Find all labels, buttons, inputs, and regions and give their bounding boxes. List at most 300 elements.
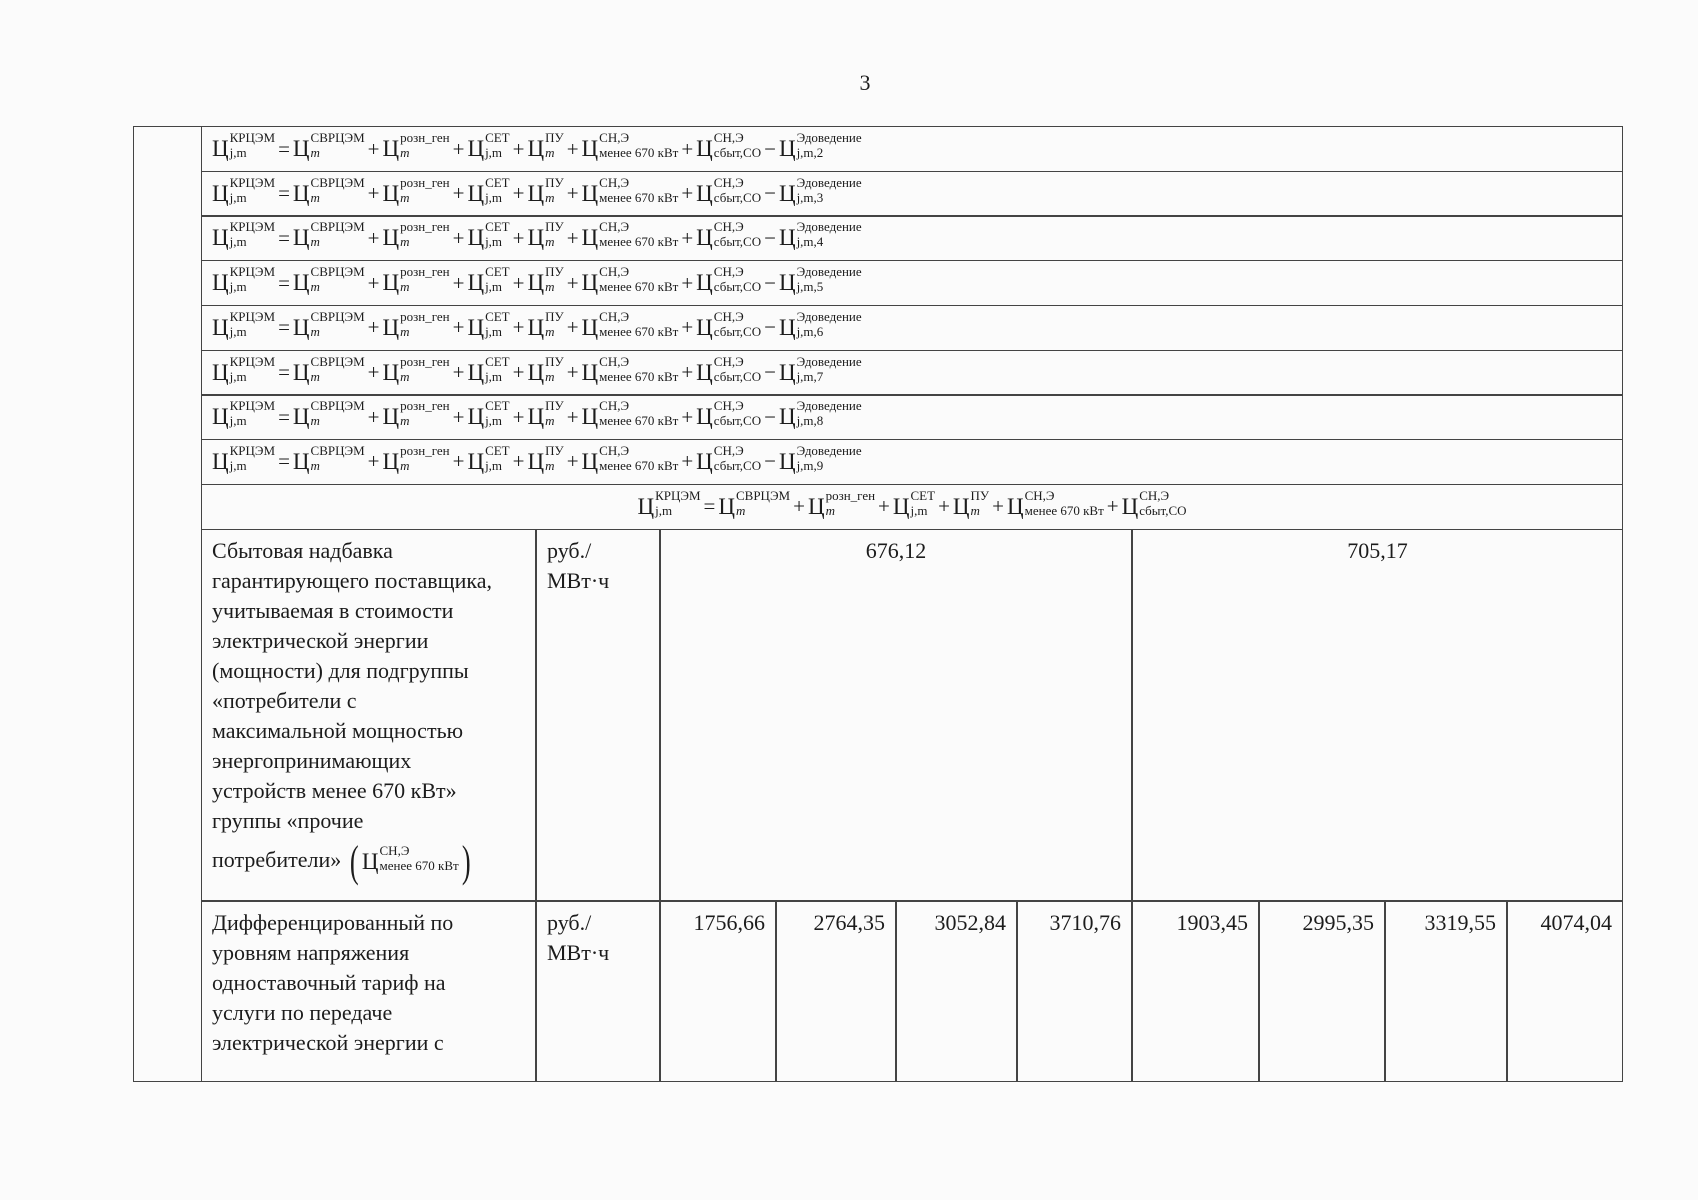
price-set-superscript: СЕТ — [485, 308, 510, 324]
price-set-subscript: j,m — [485, 457, 503, 473]
operator: + — [512, 315, 525, 340]
price-sn-under-670-subscript: менее 670 кВт — [1024, 502, 1104, 518]
price-sn-sbyt-base: Ц — [696, 180, 713, 206]
price-sn-under-670-subscript: менее 670 кВт — [379, 858, 459, 874]
price-crcem-base: Ц — [212, 359, 229, 385]
price-dovedenie-base: Ц — [778, 314, 796, 340]
operator: + — [992, 494, 1004, 519]
price-sn-sbyt — [696, 353, 762, 386]
price-pu-base: Ц — [527, 180, 545, 206]
price-svrcem-base: Ц — [292, 270, 310, 296]
price-rozn-gen-scripts — [400, 442, 450, 473]
price-svrcem-scripts — [310, 308, 365, 339]
price-pu-subscript: m — [545, 189, 555, 205]
operator: + — [452, 225, 465, 250]
price-set-scripts — [485, 264, 510, 295]
price-sn-sbyt-subscript: сбыт,СО — [713, 323, 762, 339]
price-set — [467, 442, 510, 475]
operator: + — [566, 270, 579, 295]
price-rozn-gen — [382, 174, 450, 207]
price-set — [892, 487, 936, 520]
price-svrcem-superscript: СВРЦЭМ — [310, 398, 365, 414]
price-pu-scripts — [970, 487, 990, 518]
price-sn-under-670-subscript: менее 670 кВт — [599, 368, 679, 384]
price-rozn-gen-subscript: m — [400, 279, 410, 295]
price-set-scripts — [485, 442, 510, 473]
price-svrcem-superscript: СВРЦЭМ — [310, 308, 365, 324]
price-svrcem-base: Ц — [292, 314, 310, 340]
price-sn-sbyt-subscript: сбыт,СО — [713, 413, 762, 429]
operator: = — [278, 270, 290, 295]
price-crcem-superscript: КРЦЭМ — [655, 487, 701, 503]
price-sn-sbyt-base: Ц — [696, 404, 713, 430]
price-dovedenie-superscript: Эдоведение — [796, 264, 862, 280]
price-crcem-scripts — [229, 308, 276, 339]
price-rozn-gen — [382, 264, 450, 296]
price-crcem — [212, 442, 276, 475]
price-crcem-superscript: КРЦЭМ — [229, 442, 276, 458]
price-sn-under-670-base: Ц — [581, 136, 599, 161]
tariff-value-cell — [1259, 901, 1385, 1082]
price-rozn-gen-superscript: розн_ген — [400, 353, 450, 369]
price-pu-base: Ц — [527, 225, 545, 251]
price-rozn-gen-base: Ц — [382, 404, 400, 430]
price-svrcem — [292, 353, 365, 386]
operator: + — [367, 404, 380, 429]
price-dovedenie-subscript: j,m,6 — [796, 323, 824, 339]
price-rozn-gen-superscript: розн_ген — [400, 219, 450, 235]
markup-label-line: учитываемая в стоимости — [212, 598, 454, 624]
price-dovedenie-base: Ц — [778, 359, 796, 385]
price-sn-under-670-base: Ц — [1006, 493, 1024, 519]
operator: + — [512, 449, 525, 474]
price-svrcem-scripts — [310, 398, 365, 429]
price-dovedenie-base: Ц — [778, 225, 796, 251]
operator: + — [938, 494, 950, 519]
price-dovedenie-scripts — [796, 398, 862, 429]
price-set-superscript: СЕТ — [485, 353, 510, 369]
price-crcem-subscript: j,m — [229, 368, 247, 384]
price-set-superscript: СЕТ — [910, 487, 936, 503]
price-sn-sbyt-scripts — [1139, 487, 1187, 518]
price-dovedenie-subscript: j,m,7 — [796, 368, 824, 384]
price-sn-sbyt — [696, 264, 762, 296]
price-crcem-superscript: КРЦЭМ — [229, 398, 276, 414]
price-crcem-scripts — [229, 442, 276, 473]
price-set-scripts — [485, 308, 510, 339]
price-rozn-gen-superscript: розн_ген — [825, 487, 876, 503]
tariff-unit-cell — [536, 901, 660, 1082]
formula — [212, 174, 862, 207]
price-sn-under-670 — [581, 264, 679, 296]
price-svrcem-subscript: m — [310, 279, 320, 295]
price-set — [467, 308, 510, 341]
price-pu-superscript: ПУ — [545, 174, 564, 190]
tariff-value-cell — [776, 901, 896, 1082]
price-set-scripts — [485, 130, 510, 160]
markup-label-line: группы «прочие — [212, 808, 364, 834]
tariff-value-cell — [1385, 901, 1507, 1082]
price-crcem-superscript: КРЦЭМ — [229, 353, 276, 369]
price-svrcem-base: Ц — [292, 180, 310, 206]
markup-value-1: 676,12 — [865, 538, 927, 564]
operator: = — [703, 494, 716, 519]
price-dovedenie-subscript: j,m,4 — [796, 234, 824, 250]
formula-row — [201, 394, 1623, 440]
price-dovedenie — [778, 353, 862, 386]
price-dovedenie-scripts — [796, 308, 862, 339]
markup-label-cell — [201, 529, 536, 901]
operator: + — [367, 225, 380, 250]
price-sn-sbyt-superscript: СН,Э — [713, 398, 744, 414]
price-sn-sbyt-subscript: сбыт,СО — [713, 145, 762, 160]
operator: + — [512, 360, 525, 384]
price-crcem-scripts — [229, 398, 276, 429]
price-svrcem — [292, 264, 365, 296]
price-sn-under-670-superscript: СН,Э — [599, 398, 630, 414]
operator: = — [278, 315, 290, 340]
markup-label-line: электрической энергии — [212, 628, 429, 654]
price-dovedenie-scripts — [796, 264, 862, 295]
tariff-label — [202, 902, 535, 1058]
price-sn-sbyt-scripts — [713, 442, 762, 473]
price-sn-under-670-superscript: СН,Э — [379, 843, 410, 859]
price-set-base: Ц — [467, 270, 485, 296]
price-dovedenie — [778, 308, 862, 341]
price-svrcem-subscript: m — [310, 189, 320, 205]
price-sn-under-670-base: Ц — [581, 314, 599, 340]
operator: + — [452, 449, 465, 474]
operator: + — [681, 181, 694, 206]
price-rozn-gen-superscript: розн_ген — [400, 130, 450, 145]
price-rozn-gen-scripts — [400, 398, 450, 429]
tariff-value-cell — [896, 901, 1017, 1082]
price-sn-under-670-subscript: менее 670 кВт — [599, 457, 679, 473]
price-pu — [952, 487, 990, 520]
price-crcem-base: Ц — [212, 136, 229, 161]
operator: + — [367, 136, 380, 161]
formula — [212, 264, 862, 296]
price-svrcem-base: Ц — [292, 448, 310, 474]
price-crcem-scripts — [229, 353, 276, 384]
price-sn-sbyt-superscript: СН,Э — [713, 174, 744, 190]
price-pu-superscript: ПУ — [545, 264, 564, 280]
tariff-value: 3052,84 — [934, 910, 1006, 936]
price-sn-under-670-base: Ц — [581, 404, 599, 430]
price-crcem-scripts — [229, 174, 276, 205]
price-sn-sbyt — [1121, 487, 1187, 520]
markup-value-cell — [660, 529, 1132, 901]
operator: + — [367, 181, 380, 206]
price-pu-subscript: m — [545, 234, 555, 250]
page-number: 3 — [859, 70, 871, 95]
markup-label-line: (мощности) для подгруппы — [212, 658, 469, 684]
operator: + — [452, 270, 465, 295]
price-svrcem-base: Ц — [292, 404, 310, 430]
operator: + — [566, 181, 579, 206]
tariff-label-line: электрической энергии с — [212, 1030, 444, 1056]
price-pu-scripts — [545, 130, 564, 160]
price-sn-sbyt-scripts — [713, 308, 762, 339]
price-set-base: Ц — [467, 359, 485, 385]
price-crcem-base: Ц — [212, 180, 229, 206]
price-crcem-base: Ц — [212, 270, 229, 296]
markup-label-line: гарантирующего поставщика, — [212, 568, 492, 594]
price-rozn-gen-scripts — [400, 219, 450, 250]
price-svrcem-superscript: СВРЦЭМ — [735, 487, 791, 503]
operator: = — [278, 181, 290, 206]
price-sn-sbyt-superscript: СН,Э — [1139, 487, 1170, 503]
price-set-subscript: j,m — [485, 368, 503, 384]
operator: + — [512, 136, 525, 161]
price-rozn-gen — [382, 219, 450, 251]
tariff-value: 4074,04 — [1540, 910, 1612, 936]
price-pu — [527, 219, 564, 251]
price-crcem-scripts — [229, 219, 276, 250]
price-sn-under-670-scripts — [599, 219, 679, 250]
price-sn-sbyt — [696, 442, 762, 475]
price-sn-under-670 — [581, 130, 679, 162]
price-sn-under-670-scripts — [599, 308, 679, 339]
price-svrcem — [292, 398, 365, 430]
price-pu-subscript: m — [545, 279, 555, 295]
price-svrcem-scripts — [310, 264, 365, 295]
tariff-value: 3710,76 — [1049, 910, 1121, 936]
price-sn-sbyt — [696, 174, 762, 207]
price-sn-under-670 — [581, 174, 679, 207]
price-crcem — [637, 487, 701, 520]
price-dovedenie-superscript: Эдоведение — [796, 308, 862, 324]
price-set-scripts — [485, 174, 510, 205]
price-set-superscript: СЕТ — [485, 174, 510, 190]
price-pu-superscript: ПУ — [545, 442, 564, 458]
tariff-label-line: одноставочный тариф на — [212, 970, 446, 996]
price-set-superscript: СЕТ — [485, 442, 510, 458]
price-pu-scripts — [545, 353, 564, 384]
price-sn-sbyt — [696, 308, 762, 341]
tariff-value-cell — [1017, 901, 1132, 1082]
price-sn-under-670-superscript: СН,Э — [599, 174, 630, 190]
price-pu — [527, 308, 564, 341]
price-svrcem-subscript: m — [310, 457, 320, 473]
operator: + — [681, 270, 694, 295]
price-pu — [527, 398, 564, 430]
price-sn-sbyt-base: Ц — [696, 314, 713, 340]
operator: = — [278, 360, 290, 384]
price-crcem — [212, 219, 276, 251]
price-sn-sbyt — [696, 219, 762, 251]
tariff-label-line: услуги по передаче — [212, 1000, 393, 1026]
operator: + — [452, 404, 465, 429]
formula-row — [201, 260, 1623, 306]
price-dovedenie — [778, 398, 862, 430]
price-crcem-scripts — [229, 264, 276, 295]
price-crcem-subscript: j,m — [655, 502, 673, 518]
price-sn-under-670-superscript: СН,Э — [599, 308, 630, 324]
price-sn-under-670-subscript: менее 670 кВт — [599, 234, 679, 250]
price-pu — [527, 442, 564, 475]
price-sn-sbyt-subscript: сбыт,СО — [713, 368, 762, 384]
operator: = — [278, 404, 290, 429]
price-crcem-superscript: КРЦЭМ — [229, 219, 276, 235]
price-sn-under-670-base: Ц — [361, 849, 379, 875]
price-rozn-gen-base: Ц — [382, 270, 400, 296]
price-sn-under-670-subscript: менее 670 кВт — [599, 145, 679, 160]
tariff-table — [133, 126, 1623, 1082]
operator: + — [566, 225, 579, 250]
price-rozn-gen-subscript: m — [400, 368, 410, 384]
price-dovedenie-scripts — [796, 219, 862, 250]
price-dovedenie-scripts — [796, 353, 862, 384]
price-crcem-superscript: КРЦЭМ — [229, 130, 276, 145]
price-rozn-gen-base: Ц — [382, 225, 400, 251]
price-sn-sbyt-scripts — [713, 219, 762, 250]
price-pu-superscript: ПУ — [970, 487, 990, 503]
price-sn-sbyt-subscript: сбыт,СО — [1139, 502, 1187, 518]
price-sn-under-670 — [581, 398, 679, 430]
formula — [212, 398, 862, 430]
price-rozn-gen-scripts — [825, 487, 876, 518]
price-svrcem-subscript: m — [735, 502, 746, 518]
price-svrcem-subscript: m — [310, 323, 320, 339]
table-left-column — [133, 126, 201, 1082]
price-dovedenie — [778, 442, 862, 475]
price-sn-under-670-scripts — [599, 130, 679, 160]
formula — [212, 130, 862, 162]
price-sn-under-670-scripts — [1024, 487, 1104, 518]
price-crcem-subscript: j,m — [229, 145, 247, 160]
operator: − — [764, 225, 776, 250]
price-pu-scripts — [545, 219, 564, 250]
price-set-superscript: СЕТ — [485, 264, 510, 280]
price-sn-under-670-subscript: менее 670 кВт — [599, 279, 679, 295]
price-rozn-gen-base: Ц — [382, 136, 400, 161]
price-rozn-gen-superscript: розн_ген — [400, 174, 450, 190]
price-svrcem — [292, 174, 365, 207]
markup-unit — [537, 530, 659, 596]
markup-label-line: максимальной мощностью — [212, 718, 464, 744]
price-dovedenie-superscript: Эдоведение — [796, 353, 862, 369]
price-rozn-gen-scripts — [400, 264, 450, 295]
markup-symbol — [347, 837, 473, 887]
price-set-subscript: j,m — [910, 502, 928, 518]
price-sn-sbyt — [696, 398, 762, 430]
operator: − — [764, 270, 776, 295]
price-pu-scripts — [545, 308, 564, 339]
operator: + — [566, 136, 579, 161]
markup-label-line: Сбытовая надбавка — [212, 538, 393, 564]
price-svrcem — [292, 130, 365, 162]
tariff-label-line: Дифференцированный по — [212, 910, 454, 936]
price-set — [467, 219, 510, 251]
price-rozn-gen-subscript: m — [400, 413, 410, 429]
price-rozn-gen-subscript: m — [400, 234, 410, 250]
price-dovedenie-base: Ц — [778, 448, 796, 474]
markup-label-last: потребители» — [212, 847, 342, 873]
price-crcem-scripts — [229, 130, 276, 160]
price-rozn-gen-subscript: m — [400, 457, 410, 473]
operator: + — [566, 360, 579, 384]
operator: − — [764, 315, 776, 340]
tariff-value: 2995,35 — [1302, 910, 1374, 936]
price-rozn-gen — [382, 130, 450, 162]
price-sn-sbyt-superscript: СН,Э — [713, 353, 744, 369]
price-svrcem-subscript: m — [310, 413, 320, 429]
price-crcem — [212, 398, 276, 430]
price-sn-under-670-superscript: СН,Э — [599, 442, 630, 458]
operator: = — [278, 136, 290, 161]
formula — [212, 308, 862, 341]
price-dovedenie-subscript: j,m,2 — [796, 145, 824, 160]
price-dovedenie-subscript: j,m,8 — [796, 413, 824, 429]
price-dovedenie-subscript: j,m,5 — [796, 279, 824, 295]
price-sn-under-670-superscript: СН,Э — [599, 353, 630, 369]
price-sn-sbyt-scripts — [713, 398, 762, 429]
price-sn-sbyt — [696, 130, 762, 162]
price-svrcem-superscript: СВРЦЭМ — [310, 264, 365, 280]
price-sn-under-670-base: Ц — [581, 448, 599, 474]
price-rozn-gen-scripts — [400, 308, 450, 339]
price-set-base: Ц — [467, 180, 485, 206]
price-svrcem-base: Ц — [292, 225, 310, 251]
price-svrcem — [292, 308, 365, 341]
tariff-value-cell — [1507, 901, 1623, 1082]
price-svrcem-scripts — [310, 219, 365, 250]
price-dovedenie-superscript: Эдоведение — [796, 219, 862, 235]
markup-value-2: 705,17 — [1347, 538, 1408, 564]
operator: + — [452, 315, 465, 340]
price-set — [467, 353, 510, 386]
price-pu — [527, 130, 564, 162]
operator: + — [367, 315, 380, 340]
tariff-value-cell — [660, 901, 776, 1082]
price-pu-superscript: ПУ — [545, 398, 564, 414]
operator: = — [278, 225, 290, 250]
tariff-value: 1903,45 — [1176, 910, 1248, 936]
price-sn-sbyt-superscript: СН,Э — [713, 442, 744, 458]
formula-row — [201, 305, 1623, 351]
operator: + — [452, 136, 465, 161]
price-crcem — [212, 174, 276, 207]
price-svrcem-subscript: m — [310, 234, 320, 250]
price-sn-under-670-superscript: СН,Э — [599, 219, 630, 235]
price-svrcem-base: Ц — [718, 493, 735, 519]
price-set-base: Ц — [467, 314, 485, 340]
price-pu-base: Ц — [527, 314, 545, 340]
markup-label-line: энергопринимающих — [212, 748, 412, 774]
price-dovedenie-scripts — [796, 174, 862, 205]
price-rozn-gen-base: Ц — [382, 359, 400, 385]
price-pu-base: Ц — [527, 448, 545, 474]
formula-row — [201, 171, 1623, 217]
price-dovedenie-base: Ц — [778, 180, 796, 206]
price-rozn-gen-base: Ц — [382, 448, 400, 474]
price-sn-sbyt-subscript: сбыт,СО — [713, 189, 762, 205]
operator: + — [566, 404, 579, 429]
price-pu-subscript: m — [545, 323, 555, 339]
price-set-base: Ц — [892, 493, 910, 519]
formula-row — [201, 350, 1623, 396]
operator: + — [681, 315, 694, 340]
price-svrcem-superscript: СВРЦЭМ — [310, 219, 365, 235]
price-set-base: Ц — [467, 136, 485, 161]
price-sn-sbyt-base: Ц — [696, 359, 713, 385]
price-sn-sbyt-scripts — [713, 174, 762, 205]
price-rozn-gen-subscript: m — [825, 502, 835, 518]
tariff-value: 2764,35 — [813, 910, 885, 936]
price-sn-under-670-subscript: менее 670 кВт — [599, 323, 679, 339]
price-sn-under-670-scripts — [379, 843, 459, 874]
